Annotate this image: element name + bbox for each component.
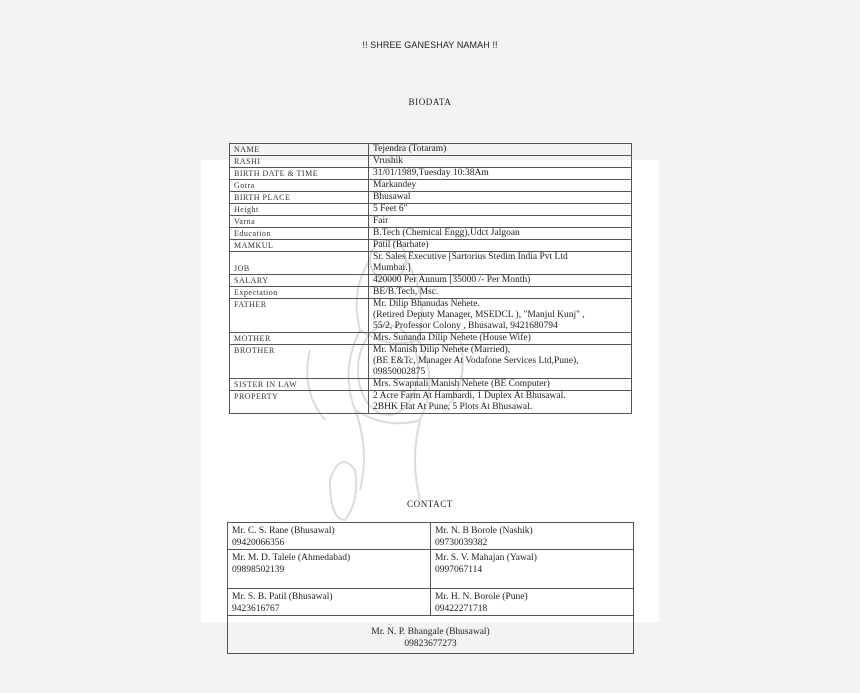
biodata-row bbox=[230, 204, 632, 216]
contact-cell: Mr. M. D. Talele (Ahmedabad) 09898502139 bbox=[228, 550, 431, 589]
biodata-row bbox=[230, 391, 632, 414]
field-label: FATHER bbox=[230, 299, 369, 333]
biodata-row bbox=[230, 275, 632, 287]
field-value: Patil (Barhate) bbox=[369, 240, 632, 252]
biodata-row bbox=[230, 192, 632, 204]
document-title: BIODATA bbox=[408, 97, 452, 107]
biodata-row bbox=[230, 216, 632, 228]
biodata-row bbox=[230, 180, 632, 192]
field-value: B.Tech (Chemical Engg),Udct Jalgoan bbox=[369, 228, 632, 240]
contact-cell: Mr. S. B. Patil (Bhusawal) 9423616767 bbox=[228, 589, 431, 616]
field-label: PROPERTY bbox=[230, 391, 369, 414]
contact-cell: Mr. C. S. Rane (Bhusawal) 09420066356 bbox=[228, 523, 431, 550]
biodata-row bbox=[230, 156, 632, 168]
biodata-row bbox=[230, 144, 632, 156]
contact-cell: Mr. S. V. Mahajan (Yawal) 0997067114 bbox=[431, 550, 634, 589]
biodata-row bbox=[230, 299, 632, 333]
contact-cell: Mr. N. B Borole (Nashik) 09730039382 bbox=[431, 523, 634, 550]
field-value: Fair bbox=[369, 216, 632, 228]
biodata-row bbox=[230, 287, 632, 299]
biodata-row bbox=[230, 240, 632, 252]
biodata-row bbox=[230, 379, 632, 391]
field-value: Mr. Manish Dilip Nehete (Married), (BE E&Tc, Manager At Vodafone Services Ltd,Pune), 09850002875 bbox=[369, 345, 632, 379]
field-value: 31/01/1989,Tuesday 10:38Am bbox=[369, 168, 632, 180]
biodata-row bbox=[230, 228, 632, 240]
contact-row bbox=[228, 550, 634, 589]
field-value: Tejendra (Totaram) bbox=[369, 144, 632, 156]
field-label: MOTHER bbox=[230, 333, 369, 345]
field-value: Mrs. Swapnali Manish Nehete (BE Computer) bbox=[369, 379, 632, 391]
field-value: Sr. Sales Executive [Sartorius Stedim India Pvt Ltd Mumbai.] bbox=[369, 252, 632, 275]
field-label: MAMKUL bbox=[230, 240, 369, 252]
contact-table bbox=[227, 522, 634, 654]
contact-row bbox=[228, 616, 634, 654]
field-label: Varna bbox=[230, 216, 369, 228]
contact-row bbox=[228, 589, 634, 616]
biodata-row bbox=[230, 345, 632, 379]
field-label: SISTER IN LAW bbox=[230, 379, 369, 391]
field-label: RASHI bbox=[230, 156, 369, 168]
field-label: Expectation bbox=[230, 287, 369, 299]
field-label: SALARY bbox=[230, 275, 369, 287]
biodata-row bbox=[230, 333, 632, 345]
field-label: BIRTH PLACE bbox=[230, 192, 369, 204]
field-label: Gotra bbox=[230, 180, 369, 192]
field-value: Vrushik bbox=[369, 156, 632, 168]
field-label: Education bbox=[230, 228, 369, 240]
field-label: Height bbox=[230, 204, 369, 216]
field-value: Markandey bbox=[369, 180, 632, 192]
contact-cell: Mr. H. N. Borole (Pune) 09422271718 bbox=[431, 589, 634, 616]
biodata-row bbox=[230, 168, 632, 180]
field-value: Mrs. Sunanda Dilip Nehete (House Wife) bbox=[369, 333, 632, 345]
field-label: BIRTH DATE & TIME bbox=[230, 168, 369, 180]
field-value: 2 Acre Farm At Hambardi, 1 Duplex At Bhusawal. 2BHK Flat At Pune, 5 Plots At Bhusawal. bbox=[369, 391, 632, 414]
biodata-row bbox=[230, 252, 632, 275]
contact-heading: CONTACT bbox=[407, 499, 453, 509]
field-label: BROTHER bbox=[230, 345, 369, 379]
field-label: JOB bbox=[230, 252, 369, 275]
field-value: Bhusawal bbox=[369, 192, 632, 204]
field-label: NAME bbox=[230, 144, 369, 156]
field-value: 5 Feet 6" bbox=[369, 204, 632, 216]
contact-row bbox=[228, 523, 634, 550]
contact-cell: Mr. N. P. Bhangale (Bhusawal) 09823677273 bbox=[228, 616, 634, 654]
invocation-heading: !! SHREE GANESHAY NAMAH !! bbox=[362, 40, 498, 50]
field-value: Mr. Dilip Bhanudas Nehete. (Retired Deputy Manager, MSEDCL ), "Manjul Kunj" , 55/2, Professor Colony , Bhusawal, 9421680794 bbox=[369, 299, 632, 333]
field-value: BE/B.Tech, Msc. bbox=[369, 287, 632, 299]
biodata-table bbox=[229, 143, 632, 414]
field-value: 420000 Per Annum [35000 /- Per Month) bbox=[369, 275, 632, 287]
